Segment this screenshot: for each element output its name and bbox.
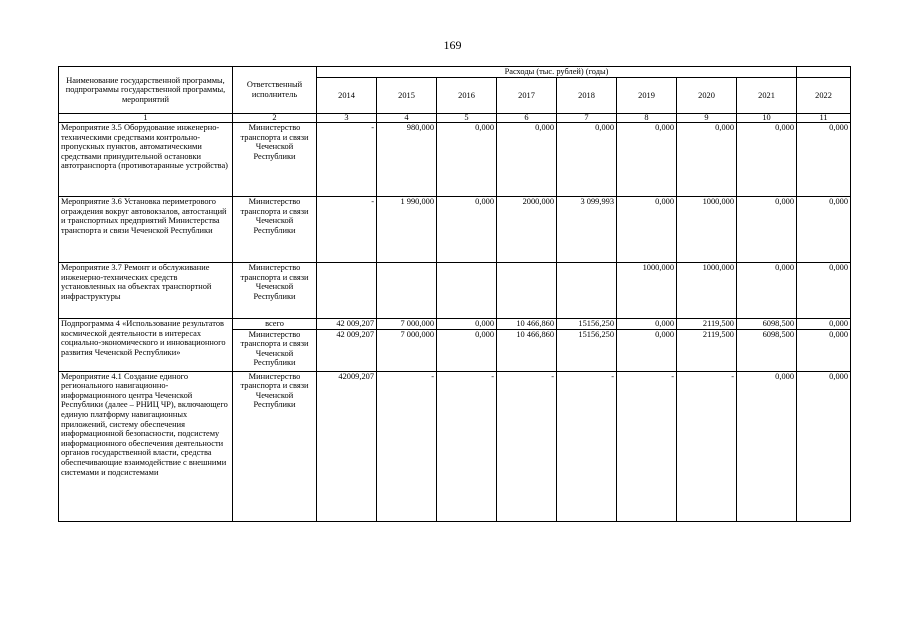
row-executor: Министерство транспорта и связи Чеченской Республики [233,371,317,521]
col-number: 1 [59,114,233,123]
value-2016: 0,000 [437,329,497,371]
value-2017: 10 466,860 [497,329,557,371]
value-2020: - [677,371,737,521]
value-2018: 15156,250 [557,329,617,371]
value-2021: 0,000 [737,263,797,319]
year-2017: 2017 [497,78,557,114]
value-2020: 2119,500 [677,329,737,371]
value-2017: - [497,371,557,521]
value-2015: 1 990,000 [377,197,437,263]
row-executor-total: всего [233,319,317,330]
col-number: 10 [737,114,797,123]
value-2021: 0,000 [737,123,797,197]
year-2018: 2018 [557,78,617,114]
row-name: Мероприятие 3.5 Оборудование инженерно-техническими средствами контрольно-пропускных пунктов, автоматическими средствами принудительной остановки автотранспорта (противотаранные устройства) [59,123,233,197]
value-2022: 0,000 [797,123,851,197]
value-2016 [437,263,497,319]
value-2020: 1000,000 [677,197,737,263]
value-2014 [317,263,377,319]
value-2018: 0,000 [557,123,617,197]
table-row-subprogram-4-total [59,319,851,330]
total-2020: 2119,500 [677,319,737,330]
row-name: Подпрограмма 4 «Использование результатов космической деятельности в интересах социально-экономического и инновационного развития Чеченской Республики» [59,319,233,372]
value-2014: 42009,207 [317,371,377,521]
value-2016: 0,000 [437,197,497,263]
row-name: Мероприятие 3.7 Ремонт и обслуживание инженерно-технических средств установленных на объектах транспортной инфраструктуры [59,263,233,319]
year-2019: 2019 [617,78,677,114]
value-2014: - [317,123,377,197]
header-blank-cell [797,67,851,78]
value-2021: 0,000 [737,197,797,263]
header-row-top [59,67,851,78]
table-row-4-1 [59,371,851,521]
row-executor: Министерство транспорта и связи Чеченской Республики [233,263,317,319]
value-2018 [557,263,617,319]
value-2015: 980,000 [377,123,437,197]
value-2018: 3 099,993 [557,197,617,263]
row-executor: Министерство транспорта и связи Чеченской Республики [233,123,317,197]
header-expenses: Расходы (тыс. рублей) (годы) [317,67,797,78]
col-number: 4 [377,114,437,123]
total-2022: 0,000 [797,319,851,330]
value-2021: 0,000 [737,371,797,521]
expenses-table [58,66,851,522]
col-number: 8 [617,114,677,123]
col-number: 2 [233,114,317,123]
value-2022: 0,000 [797,371,851,521]
header-name: Наименование государственной программы, подпрограммы государственной программы, мероприятий [59,67,233,114]
col-number: 3 [317,114,377,123]
value-2017: 2000,000 [497,197,557,263]
value-2019: 1000,000 [617,263,677,319]
year-2020: 2020 [677,78,737,114]
row-executor: Министерство транспорта и связи Чеченской Республики [233,329,317,371]
value-2016: - [437,371,497,521]
value-2015: 7 000,000 [377,329,437,371]
col-number: 6 [497,114,557,123]
table-row-3-5 [59,123,851,197]
year-2021: 2021 [737,78,797,114]
column-number-row [59,114,851,123]
row-name: Мероприятие 3.6 Установка периметрового ограждения вокруг автовокзалов, автостанций и транспортных предприятий Министерства транспорта и связи Чеченской Республики [59,197,233,263]
value-2016: 0,000 [437,123,497,197]
value-2018: - [557,371,617,521]
value-2020: 1000,000 [677,263,737,319]
header-executor: Ответственный исполнитель [233,67,317,114]
year-2016: 2016 [437,78,497,114]
value-2019: 0,000 [617,329,677,371]
col-number: 9 [677,114,737,123]
value-2019: - [617,371,677,521]
page-number: 169 [443,38,462,52]
value-2019: 0,000 [617,197,677,263]
value-2022: 0,000 [797,329,851,371]
value-2014: 42 009,207 [317,329,377,371]
value-2017: 0,000 [497,123,557,197]
year-2022: 2022 [797,78,851,114]
year-2014: 2014 [317,78,377,114]
row-executor: Министерство транспорта и связи Чеченской Республики [233,197,317,263]
table-row-3-6 [59,197,851,263]
total-2018: 15156,250 [557,319,617,330]
col-number: 7 [557,114,617,123]
value-2021: 6098,500 [737,329,797,371]
table-row-3-7 [59,263,851,319]
row-name: Мероприятие 4.1 Создание единого регионального навигационно-информационного центра Чеченской Республики (далее – РНИЦ ЧР), включающего единую платформу навигационных приложений, систему обеспечения информационной безопасности, подсистему информационного обеспечения деятельности органов государственной власти, средства обеспечивающие взаимодействие с внешними системами и подсистемами [59,371,233,521]
total-2017: 10 466,860 [497,319,557,330]
col-number: 5 [437,114,497,123]
col-number: 11 [797,114,851,123]
value-2015 [377,263,437,319]
value-2022: 0,000 [797,197,851,263]
value-2014: - [317,197,377,263]
total-2021: 6098,500 [737,319,797,330]
total-2016: 0,000 [437,319,497,330]
total-2015: 7 000,000 [377,319,437,330]
value-2015: - [377,371,437,521]
value-2020: 0,000 [677,123,737,197]
year-2015: 2015 [377,78,437,114]
value-2022: 0,000 [797,263,851,319]
value-2019: 0,000 [617,123,677,197]
total-2019: 0,000 [617,319,677,330]
total-2014: 42 009,207 [317,319,377,330]
value-2017 [497,263,557,319]
